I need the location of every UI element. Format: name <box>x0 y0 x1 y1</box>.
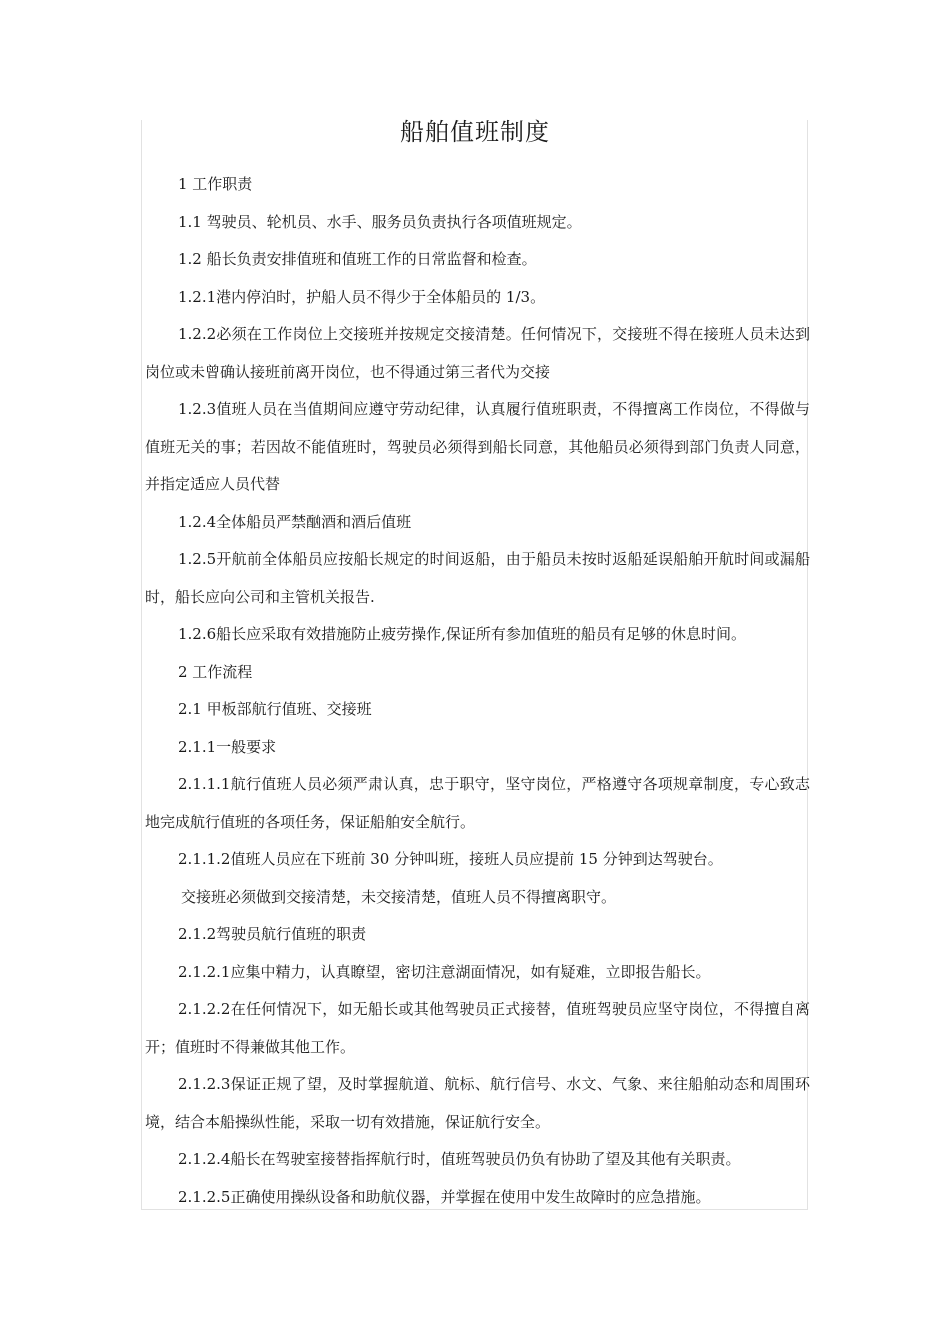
paragraph: 1.1 驾驶员、轮机员、水手、服务员负责执行各项值班规定。 <box>178 212 582 231</box>
paragraph: 2.1.2驾驶员航行值班的职责 <box>178 925 367 943</box>
paragraph: 1.2.5开航前全体船员应按船长规定的时间返船，由于船员未按时返船延误船舶开航时间或漏船时，船长应向公司和主管机关报告. <box>145 550 810 606</box>
paragraph: 2.1.2.3保证正规了望，及时掌握航道、航标、航行信号、水文、气象、来往船舶动态和周围环境，结合本船操纵性能，采取一切有效措施，保证航行安全。 <box>145 1075 810 1131</box>
paragraph: 1.2.2必须在工作岗位上交接班并按规定交接清楚。任何情况下，交接班不得在接班人员未达到岗位或未曾确认接班前离开岗位，也不得通过第三者代为交接 <box>145 325 810 381</box>
paragraph: 1.2.6船长应采取有效措施防止疲劳操作,保证所有参加值班的船员有足够的休息时间。 <box>178 625 746 643</box>
paragraph: 2.1.2.2在任何情况下，如无船长或其他驾驶员正式接替，值班驾驶员应坚守岗位，不得擅自离开；值班时不得兼做其他工作。 <box>145 1000 810 1056</box>
paragraph: 2.1.1一般要求 <box>178 737 277 756</box>
paragraph: 1.2 船长负责安排值班和值班工作的日常监督和检查。 <box>178 250 537 268</box>
paragraph: 交接班必须做到交接清楚，未交接清楚，值班人员不得擅离职守。 <box>181 887 617 906</box>
paragraph: 1.2.1港内停泊时，护船人员不得少于全体船员的 1/3。 <box>178 287 546 306</box>
document-body <box>145 166 810 1216</box>
paragraph: 2.1.2.5正确使用操纵设备和助航仪器，并掌握在使用中发生故障时的应急措施。 <box>178 1187 711 1206</box>
paragraph: 1.2.4全体船员严禁酗酒和酒后值班 <box>178 512 412 531</box>
paragraph: 1.2.3值班人员在当值期间应遵守劳动纪律，认真履行值班职责，不得擅离工作岗位，不得做与值班无关的事；若因故不能值班时，驾驶员必须得到船长同意，其他船员必须得到部门负责人同意，并指定适应人员代替 <box>145 400 810 493</box>
paragraph: 2.1.1.2值班人员应在下班前 30 分钟叫班，接班人员应提前 15 分钟到达驾驶台。 <box>178 850 723 868</box>
paragraph: 2.1 甲板部航行值班、交接班 <box>178 700 372 718</box>
section-heading: 2 工作流程 <box>178 662 253 681</box>
paragraph: 2.1.2.1应集中精力，认真瞭望，密切注意湖面情况，如有疑难，立即报告船长。 <box>178 962 711 981</box>
section-heading: 1 工作职责 <box>178 175 253 193</box>
paragraph: 2.1.1.1航行值班人员必须严肃认真，忠于职守，坚守岗位，严格遵守各项规章制度，专心致志地完成航行值班的各项任务，保证船舶安全航行。 <box>145 775 810 831</box>
document-title: 船舶值班制度 <box>400 118 550 146</box>
paragraph: 2.1.2.4船长在驾驶室接替指挥航行时，值班驾驶员仍负有协助了望及其他有关职责。 <box>178 1150 741 1168</box>
